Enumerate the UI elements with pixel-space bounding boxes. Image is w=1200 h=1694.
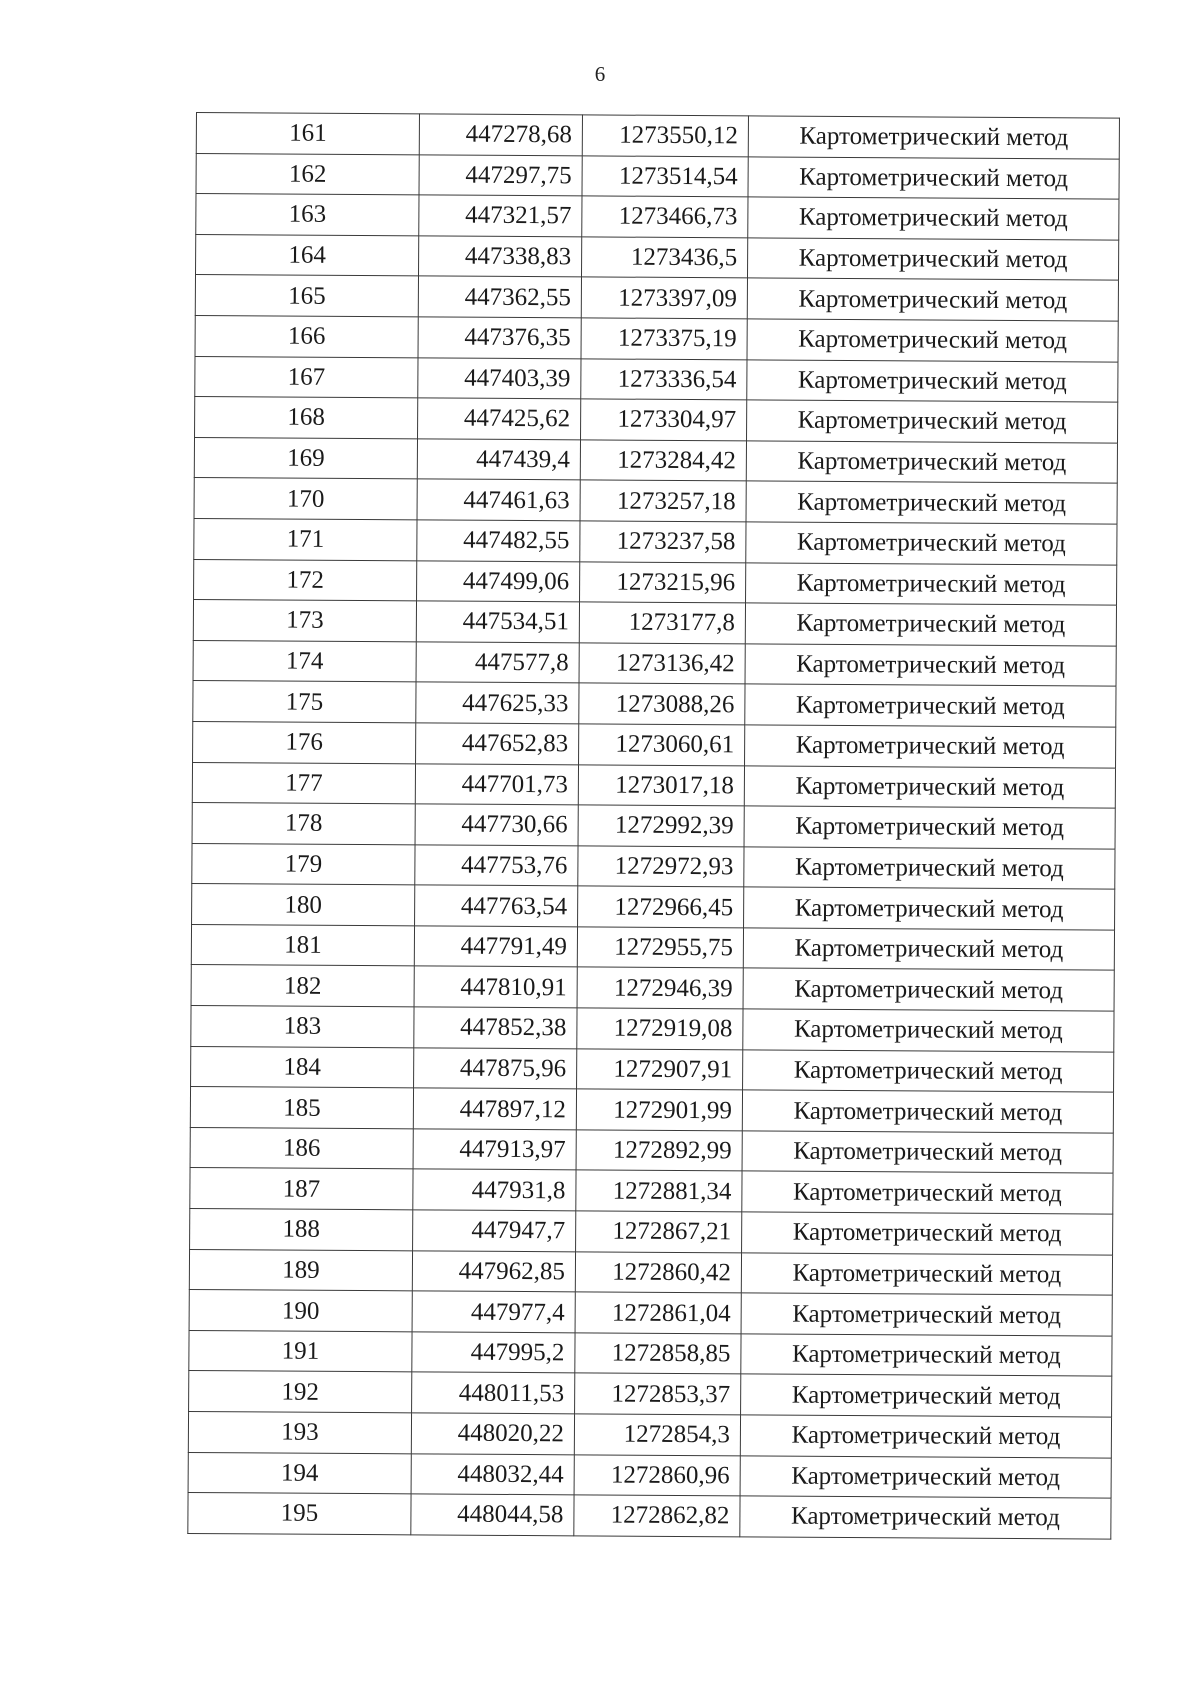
method-cell: Картометрический метод: [743, 928, 1114, 971]
table-row: [195, 356, 1118, 402]
method-cell: Картометрический метод: [743, 968, 1114, 1011]
y-coordinate-cell: 1273466,73: [582, 196, 748, 238]
method-cell: Картометрический метод: [743, 1050, 1114, 1093]
y-coordinate-cell: 1272907,91: [577, 1048, 743, 1090]
point-number-cell: 173: [193, 600, 416, 642]
y-coordinate-cell: 1273060,61: [579, 724, 745, 766]
table-row: [190, 1168, 1113, 1214]
y-coordinate-cell: 1272860,42: [575, 1251, 741, 1293]
x-coordinate-cell: 447376,35: [418, 317, 581, 359]
point-number-cell: 185: [190, 1087, 413, 1129]
method-cell: Картометрический метод: [748, 197, 1119, 240]
method-cell: Картометрический метод: [746, 441, 1117, 484]
table-row: [196, 113, 1119, 159]
y-coordinate-cell: 1272853,37: [575, 1373, 741, 1415]
y-coordinate-cell: 1272901,99: [576, 1089, 742, 1131]
method-cell: Картометрический метод: [742, 1090, 1113, 1133]
point-number-cell: 189: [189, 1249, 412, 1291]
method-cell: Картометрический метод: [742, 1171, 1113, 1214]
y-coordinate-cell: 1272946,39: [577, 967, 743, 1009]
page-number: 6: [594, 62, 606, 86]
table-row: [193, 721, 1116, 767]
y-coordinate-cell: 1273397,09: [581, 277, 747, 319]
x-coordinate-cell: 447977,4: [412, 1291, 575, 1333]
x-coordinate-cell: 447321,57: [419, 195, 582, 237]
method-cell: Картометрический метод: [747, 319, 1118, 362]
x-coordinate-cell: 448032,44: [411, 1453, 574, 1495]
point-number-cell: 167: [195, 356, 418, 398]
table-row: [192, 762, 1115, 808]
x-coordinate-cell: 447730,66: [415, 804, 578, 846]
x-coordinate-cell: 447753,76: [415, 845, 578, 887]
x-coordinate-cell: 448020,22: [411, 1413, 574, 1455]
x-coordinate-cell: 448011,53: [412, 1372, 575, 1414]
point-number-cell: 193: [188, 1411, 411, 1453]
table-row: [191, 1046, 1114, 1092]
x-coordinate-cell: 447810,91: [414, 966, 577, 1008]
point-number-cell: 182: [191, 965, 414, 1007]
x-coordinate-cell: 447995,2: [412, 1332, 575, 1374]
point-number-cell: 192: [189, 1371, 412, 1413]
x-coordinate-cell: 447297,75: [419, 154, 582, 196]
x-coordinate-cell: 447439,4: [417, 439, 580, 481]
point-number-cell: 166: [195, 315, 418, 357]
y-coordinate-cell: 1272972,93: [578, 846, 744, 888]
y-coordinate-cell: 1273017,18: [578, 764, 744, 806]
point-number-cell: 163: [196, 194, 419, 236]
table-row: [192, 803, 1115, 849]
table-row: [190, 1127, 1113, 1173]
point-number-cell: 161: [196, 113, 419, 155]
y-coordinate-cell: 1273215,96: [580, 561, 746, 603]
point-number-cell: 188: [190, 1209, 413, 1251]
method-cell: Картометрический метод: [744, 887, 1115, 930]
y-coordinate-cell: 1273284,42: [580, 440, 746, 482]
method-cell: Картометрический метод: [740, 1455, 1111, 1498]
x-coordinate-cell: 447278,68: [419, 114, 582, 156]
x-coordinate-cell: 447852,38: [414, 1007, 577, 1049]
x-coordinate-cell: 447875,96: [414, 1048, 577, 1090]
method-cell: Картометрический метод: [743, 1009, 1114, 1052]
table-row: [190, 1087, 1113, 1133]
table-row: [193, 640, 1116, 686]
table-row: [189, 1371, 1112, 1417]
table-row: [196, 234, 1119, 280]
table-row: [194, 518, 1117, 564]
point-number-cell: 194: [188, 1452, 411, 1494]
y-coordinate-cell: 1273088,26: [579, 683, 745, 725]
x-coordinate-cell: 447482,55: [417, 520, 580, 562]
table-row: [191, 965, 1114, 1011]
point-number-cell: 162: [196, 153, 419, 195]
point-number-cell: 169: [194, 437, 417, 479]
table-row: [189, 1290, 1112, 1336]
method-cell: Картометрический метод: [740, 1415, 1111, 1458]
method-cell: Картометрический метод: [746, 481, 1117, 524]
y-coordinate-cell: 1273237,58: [580, 521, 746, 563]
x-coordinate-cell: 447962,85: [412, 1250, 575, 1292]
method-cell: Картометрический метод: [744, 847, 1115, 890]
y-coordinate-cell: 1272861,04: [575, 1292, 741, 1334]
table-row: [188, 1411, 1111, 1457]
y-coordinate-cell: 1272966,45: [578, 886, 744, 928]
y-coordinate-cell: 1273336,54: [581, 358, 747, 400]
point-number-cell: 164: [196, 234, 419, 276]
point-number-cell: 174: [193, 640, 416, 682]
x-coordinate-cell: 447425,62: [418, 398, 581, 440]
y-coordinate-cell: 1272860,96: [574, 1454, 740, 1496]
method-cell: Картометрический метод: [747, 359, 1118, 402]
table-row: [191, 1006, 1114, 1052]
method-cell: Картометрический метод: [742, 1131, 1113, 1174]
table-row: [188, 1493, 1111, 1539]
method-cell: Картометрический метод: [740, 1496, 1111, 1539]
point-number-cell: 181: [191, 924, 414, 966]
table-row: [192, 884, 1115, 930]
x-coordinate-cell: 447652,83: [416, 723, 579, 765]
y-coordinate-cell: 1273436,5: [581, 237, 747, 279]
method-cell: Картометрический метод: [741, 1252, 1112, 1295]
point-number-cell: 195: [188, 1493, 411, 1535]
point-number-cell: 171: [194, 518, 417, 560]
point-number-cell: 177: [192, 762, 415, 804]
x-coordinate-cell: 447897,12: [413, 1088, 576, 1130]
x-coordinate-cell: 447362,55: [418, 276, 581, 318]
method-cell: Картометрический метод: [741, 1334, 1112, 1377]
point-number-cell: 178: [192, 803, 415, 845]
coordinates-table: [187, 112, 1120, 1539]
y-coordinate-cell: 1272862,82: [574, 1495, 740, 1537]
point-number-cell: 186: [190, 1127, 413, 1169]
method-cell: Картометрический метод: [748, 156, 1119, 199]
method-cell: Картометрический метод: [748, 116, 1119, 159]
table-row: [189, 1330, 1112, 1376]
point-number-cell: 184: [191, 1046, 414, 1088]
x-coordinate-cell: 447763,54: [415, 885, 578, 927]
method-cell: Картометрический метод: [745, 603, 1116, 646]
table-row: [194, 437, 1117, 483]
method-cell: Картометрический метод: [747, 400, 1118, 443]
x-coordinate-cell: 447461,63: [417, 479, 580, 521]
table-row: [193, 681, 1116, 727]
point-number-cell: 179: [192, 843, 415, 885]
method-cell: Картометрический метод: [741, 1374, 1112, 1417]
point-number-cell: 176: [193, 721, 416, 763]
y-coordinate-cell: 1273304,97: [581, 399, 747, 441]
table-row: [192, 843, 1115, 889]
table-row: [195, 315, 1118, 361]
x-coordinate-cell: 447701,73: [415, 763, 578, 805]
table-row: [190, 1209, 1113, 1255]
method-cell: Картометрический метод: [744, 806, 1115, 849]
point-number-cell: 180: [192, 884, 415, 926]
y-coordinate-cell: 1273177,8: [579, 602, 745, 644]
table-row: [193, 600, 1116, 646]
point-number-cell: 168: [195, 397, 418, 439]
x-coordinate-cell: 447931,8: [413, 1169, 576, 1211]
method-cell: Картометрический метод: [747, 278, 1118, 321]
x-coordinate-cell: 447913,97: [413, 1129, 576, 1171]
table-row: [189, 1249, 1112, 1295]
table-row: [195, 397, 1118, 443]
x-coordinate-cell: 447947,7: [413, 1210, 576, 1252]
table-row: [196, 153, 1119, 199]
method-cell: Картометрический метод: [745, 644, 1116, 687]
y-coordinate-cell: 1272867,21: [576, 1211, 742, 1253]
y-coordinate-cell: 1273375,19: [581, 318, 747, 360]
table-row: [194, 559, 1117, 605]
method-cell: Картометрический метод: [746, 562, 1117, 605]
y-coordinate-cell: 1273514,54: [582, 155, 748, 197]
x-coordinate-cell: 447625,33: [416, 682, 579, 724]
table-row: [194, 478, 1117, 524]
x-coordinate-cell: 448044,58: [411, 1494, 574, 1536]
method-cell: Картометрический метод: [742, 1212, 1113, 1255]
method-cell: Картометрический метод: [741, 1293, 1112, 1336]
y-coordinate-cell: 1272854,3: [574, 1414, 740, 1456]
method-cell: Картометрический метод: [745, 725, 1116, 768]
x-coordinate-cell: 447577,8: [416, 642, 579, 684]
y-coordinate-cell: 1272919,08: [577, 1008, 743, 1050]
point-number-cell: 190: [189, 1290, 412, 1332]
method-cell: Картометрический метод: [744, 765, 1115, 808]
y-coordinate-cell: 1272955,75: [577, 927, 743, 969]
method-cell: Картометрический метод: [745, 684, 1116, 727]
y-coordinate-cell: 1273136,42: [579, 643, 745, 685]
table-row: [196, 194, 1119, 240]
x-coordinate-cell: 447338,83: [419, 236, 582, 278]
table-row: [188, 1452, 1111, 1498]
point-number-cell: 183: [191, 1006, 414, 1048]
method-cell: Картометрический метод: [746, 522, 1117, 565]
point-number-cell: 187: [190, 1168, 413, 1210]
x-coordinate-cell: 447534,51: [416, 601, 579, 643]
coordinates-table-body: [188, 113, 1120, 1539]
y-coordinate-cell: 1273550,12: [582, 115, 748, 157]
method-cell: Картометрический метод: [747, 238, 1118, 281]
point-number-cell: 170: [194, 478, 417, 520]
point-number-cell: 191: [189, 1330, 412, 1372]
point-number-cell: 175: [193, 681, 416, 723]
y-coordinate-cell: 1272892,99: [576, 1130, 742, 1172]
x-coordinate-cell: 447403,39: [418, 357, 581, 399]
y-coordinate-cell: 1273257,18: [580, 480, 746, 522]
y-coordinate-cell: 1272858,85: [575, 1333, 741, 1375]
x-coordinate-cell: 447791,49: [414, 926, 577, 968]
table-row: [195, 275, 1118, 321]
x-coordinate-cell: 447499,06: [417, 560, 580, 602]
point-number-cell: 165: [195, 275, 418, 317]
table-row: [191, 924, 1114, 970]
y-coordinate-cell: 1272992,39: [578, 805, 744, 847]
y-coordinate-cell: 1272881,34: [576, 1170, 742, 1212]
point-number-cell: 172: [194, 559, 417, 601]
